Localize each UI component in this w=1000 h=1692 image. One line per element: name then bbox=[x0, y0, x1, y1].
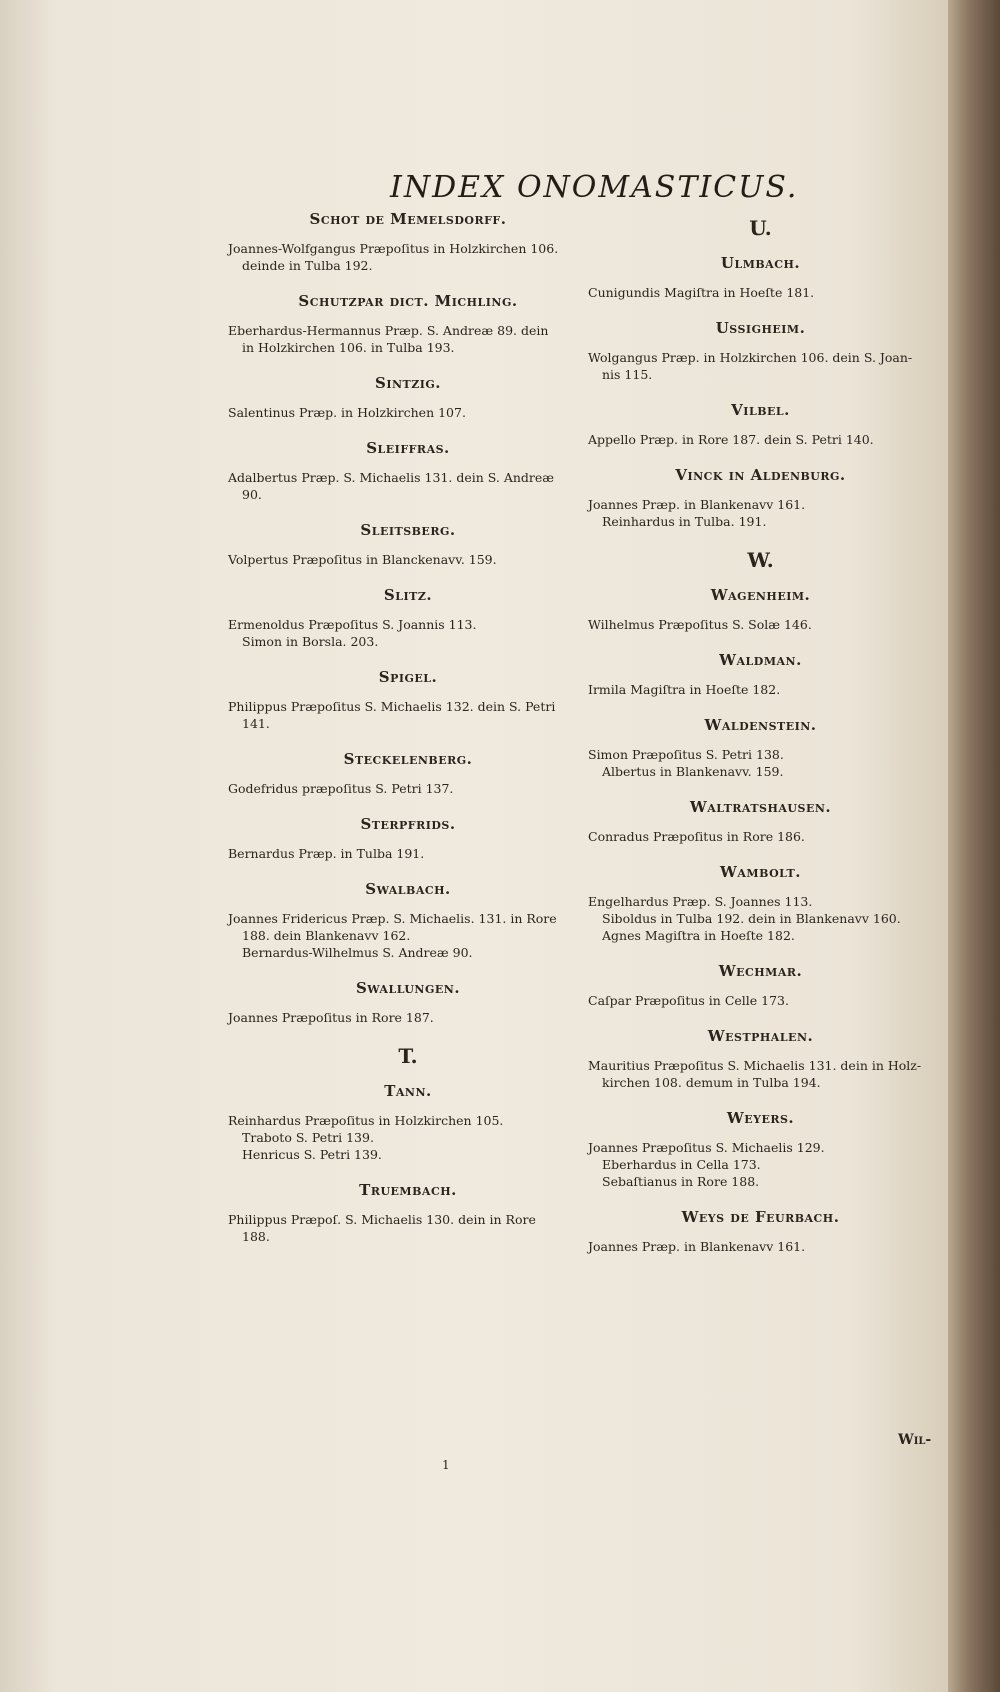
index-entry bbox=[588, 586, 933, 633]
entry-line: Irmila Magiſtra in Hoeſte 182. bbox=[588, 682, 781, 697]
page-number: 1 bbox=[442, 1458, 450, 1472]
entry-line: Reinhardus Præpoſitus in Holzkirchen 105. bbox=[228, 1113, 504, 1128]
index-entry bbox=[228, 210, 588, 274]
index-entry bbox=[228, 439, 588, 503]
entry-line: Philippus Præpoſitus S. Michaelis 132. dein S. Petri bbox=[228, 699, 556, 714]
entry-heading: Wambolt. bbox=[720, 863, 801, 881]
entry-heading: Sleitsberg. bbox=[360, 521, 456, 539]
entry-line: Conradus Præpoſitus in Rore 186. bbox=[588, 829, 805, 844]
entry-heading: Ussigheim. bbox=[715, 319, 806, 337]
entry-line: Henricus S. Petri 139. bbox=[242, 1147, 382, 1162]
entry-heading: Tann. bbox=[384, 1082, 432, 1100]
entry-line: Appello Præp. in Rore 187. dein S. Petri 140. bbox=[588, 432, 874, 447]
entry-line: Agnes Magiſtra in Hoeſte 182. bbox=[602, 928, 795, 943]
entry-line: Joannes Præpoſitus S. Michaelis 129. bbox=[588, 1140, 825, 1155]
entry-line: Caſpar Præpoſitus in Celle 173. bbox=[588, 993, 789, 1008]
right-column bbox=[588, 210, 933, 1273]
entry-heading: Westphalen. bbox=[707, 1027, 814, 1045]
index-entry bbox=[228, 292, 588, 356]
entry-heading: Wechmar. bbox=[718, 962, 803, 980]
entry-line: Philippus Præpoſ. S. Michaelis 130. dein in Rore bbox=[228, 1212, 536, 1227]
entry-line: 188. dein Blankenavv 162. bbox=[242, 928, 411, 943]
entry-heading: Vinck in Aldenburg. bbox=[675, 466, 846, 484]
index-entry bbox=[228, 586, 588, 650]
entry-line: Joannes Præp. in Blankenavv 161. bbox=[588, 497, 806, 512]
entry-line: Wilhelmus Præpoſitus S. Solæ 146. bbox=[588, 617, 812, 632]
entry-heading: Spigel. bbox=[378, 668, 438, 686]
entry-heading: Swallungen. bbox=[355, 979, 461, 997]
index-entry bbox=[588, 716, 933, 780]
entry-heading: Slitz. bbox=[383, 586, 433, 604]
index-entry bbox=[588, 1027, 933, 1091]
entry-line: Bernardus-Wilhelmus S. Andreæ 90. bbox=[242, 945, 473, 960]
entry-line: Simon in Borsla. 203. bbox=[242, 634, 379, 649]
left-column bbox=[228, 210, 588, 1263]
entry-line: Salentinus Præp. in Holzkirchen 107. bbox=[228, 405, 466, 420]
index-entry bbox=[588, 863, 933, 944]
index-entry bbox=[228, 1082, 588, 1163]
index-entry bbox=[228, 668, 588, 732]
entry-line: nis 115. bbox=[602, 367, 653, 382]
index-entry bbox=[588, 1109, 933, 1190]
entry-line: deinde in Tulba 192. bbox=[242, 258, 373, 273]
entry-line: Albertus in Blankenavv. 159. bbox=[602, 764, 784, 779]
entry-line: kirchen 108. demum in Tulba 194. bbox=[602, 1075, 821, 1090]
index-entry bbox=[588, 254, 933, 301]
index-entry bbox=[588, 401, 933, 448]
index-entry bbox=[228, 374, 588, 421]
entry-heading: Sterpfrids. bbox=[360, 815, 456, 833]
page-edge bbox=[948, 0, 1000, 1692]
entry-line: Ermenoldus Præpoſitus S. Joannis 113. bbox=[228, 617, 477, 632]
entry-line: Bernardus Præp. in Tulba 191. bbox=[228, 846, 425, 861]
entry-line: Joannes Præpoſitus in Rore 187. bbox=[228, 1010, 434, 1025]
entry-heading: Schot de Memelsdorff. bbox=[309, 210, 507, 228]
index-entry bbox=[228, 815, 588, 862]
entry-heading: Sintzig. bbox=[374, 374, 441, 392]
entry-line: Eberhardus-Hermannus Præp. S. Andreæ 89. dein bbox=[228, 323, 549, 338]
entry-heading: Wagenheim. bbox=[710, 586, 811, 604]
section-letter: T. bbox=[398, 1044, 418, 1068]
entry-line: Adalbertus Præp. S. Michaelis 131. dein S. Andreæ bbox=[228, 470, 555, 485]
entry-line: Simon Præpoſitus S. Petri 138. bbox=[588, 747, 784, 762]
entry-heading: Waldenstein. bbox=[704, 716, 817, 734]
entry-line: Reinhardus in Tulba. 191. bbox=[602, 514, 767, 529]
entry-line: Mauritius Præpoſitus S. Michaelis 131. dein in Holz- bbox=[588, 1058, 922, 1073]
entry-line: Wolgangus Præp. in Holzkirchen 106. dein S. Joan- bbox=[588, 350, 913, 365]
index-entry bbox=[228, 1181, 588, 1245]
entry-heading: Swalbach. bbox=[365, 880, 451, 898]
entry-heading: Waldman. bbox=[719, 651, 802, 669]
index-entry bbox=[588, 1208, 933, 1255]
entry-heading: Weys de Feurbach. bbox=[681, 1208, 840, 1226]
entry-heading: Ulmbach. bbox=[720, 254, 801, 272]
entry-line: Siboldus in Tulba 192. dein in Blankenavv 160. bbox=[602, 911, 901, 926]
entry-line: Engelhardus Præp. S. Joannes 113. bbox=[588, 894, 813, 909]
entry-line: Joannes Fridericus Præp. S. Michaelis. 131. in Rore bbox=[228, 911, 557, 926]
index-entry bbox=[588, 798, 933, 845]
entry-heading: Weyers. bbox=[726, 1109, 795, 1127]
index-entry bbox=[228, 521, 588, 568]
page-title: INDEX ONOMASTICUS. bbox=[390, 170, 799, 205]
entry-heading: Sleiffras. bbox=[366, 439, 450, 457]
entry-line: 90. bbox=[242, 487, 262, 502]
entry-line: Eberhardus in Cella 173. bbox=[602, 1157, 761, 1172]
entry-line: 141. bbox=[242, 716, 270, 731]
entry-line: in Holzkirchen 106. in Tulba 193. bbox=[242, 340, 455, 355]
entry-heading: Truembach. bbox=[359, 1181, 457, 1199]
index-entry bbox=[588, 319, 933, 383]
index-entry bbox=[228, 880, 588, 961]
section-letter: W. bbox=[747, 548, 774, 572]
entry-line: Godefridus præpoſitus S. Petri 137. bbox=[228, 781, 454, 796]
catchword: Wil- bbox=[898, 1432, 932, 1448]
entry-line: Joannes-Wolfgangus Præpoſitus in Holzkirchen 106. bbox=[228, 241, 559, 256]
section-letter: U. bbox=[749, 216, 772, 240]
entry-line: 188. bbox=[242, 1229, 270, 1244]
index-entry bbox=[228, 979, 588, 1026]
index-entry bbox=[588, 651, 933, 698]
index-entry bbox=[588, 962, 933, 1009]
entry-line: Volpertus Præpoſitus in Blanckenavv. 159. bbox=[228, 552, 497, 567]
entry-line: Joannes Præp. in Blankenavv 161. bbox=[588, 1239, 806, 1254]
entry-line: Cunigundis Magiſtra in Hoeſte 181. bbox=[588, 285, 815, 300]
entry-heading: Schutzpar dict. Michling. bbox=[298, 292, 518, 310]
entry-heading: Waltratshausen. bbox=[689, 798, 832, 816]
entry-heading: Steckelenberg. bbox=[343, 750, 473, 768]
entry-line: Traboto S. Petri 139. bbox=[242, 1130, 374, 1145]
entry-heading: Vilbel. bbox=[731, 401, 790, 419]
index-entry bbox=[228, 750, 588, 797]
index-entry bbox=[588, 466, 933, 530]
entry-line: Sebaſtianus in Rore 188. bbox=[602, 1174, 760, 1189]
